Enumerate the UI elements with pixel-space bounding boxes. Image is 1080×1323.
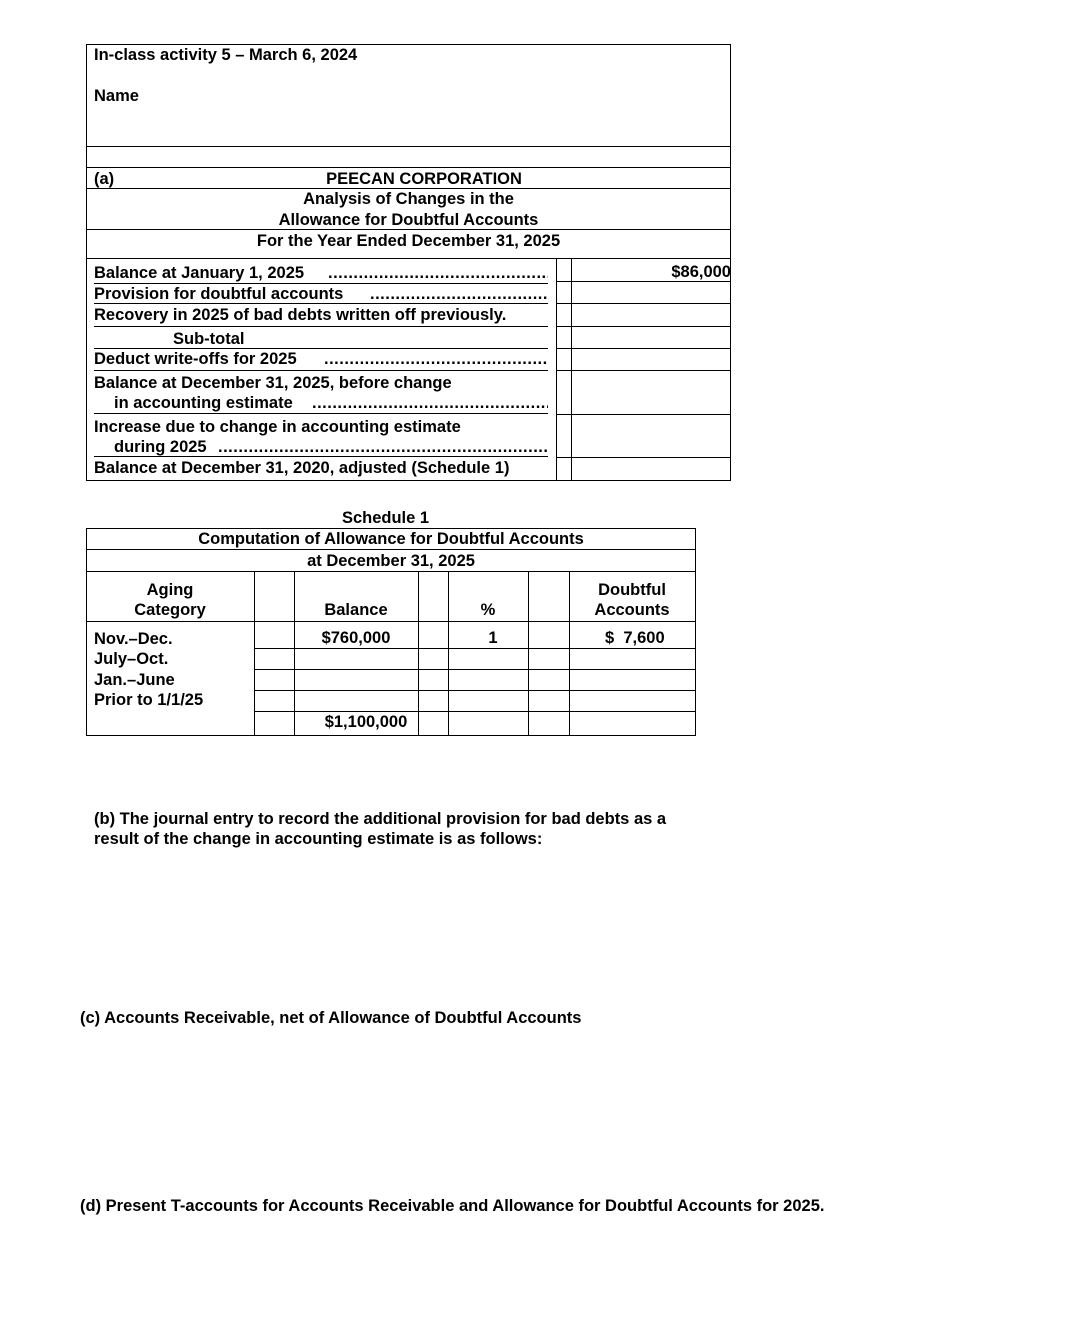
analysis-period: For the Year Ended December 31, 2025: [256, 232, 561, 250]
row-balance-adjusted-label: Balance at December 31, 2020, adjusted (Schedule 1): [94, 459, 510, 477]
row-subtotal-label: Sub-total: [173, 330, 245, 348]
leader-dots: [218, 437, 548, 457]
aging-category-nov-dec: Nov.–Dec.: [94, 630, 173, 648]
part-a-label: (a): [94, 170, 115, 188]
analysis-title-line1: Analysis of Changes in the: [303, 190, 514, 208]
name-label: Name: [94, 87, 139, 105]
row-recovery-label: Recovery in 2025 of bad debts written off previously.: [94, 306, 507, 324]
part-b-line2: result of the change in accounting estimate is as follows:: [94, 830, 543, 848]
row-writeoffs-label: Deduct write-offs for 2025: [94, 350, 297, 368]
leader-dots: [312, 393, 548, 413]
row-balance-before-change-label-cont: in accounting estimate: [114, 394, 293, 412]
row-increase-label: Increase due to change in accounting estimate: [94, 418, 461, 436]
row-balance-before-change-label: Balance at December 31, 2025, before change: [94, 374, 452, 392]
schedule-subtitle2: at December 31, 2025: [307, 552, 475, 570]
balance-nov-dec: $760,000: [321, 629, 391, 647]
row-balance-jan1-label: Balance at January 1, 2025: [94, 264, 305, 282]
row-provision-label: Provision for doubtful accounts: [94, 285, 344, 303]
leader-dots: [370, 284, 548, 304]
aging-category-prior: Prior to 1/1/25: [94, 691, 204, 709]
balance-total: $1,100,000: [324, 713, 408, 731]
row-increase-label-cont: during 2025: [114, 438, 207, 456]
header-doubtful-line2: Accounts: [594, 601, 670, 619]
leader-dots: [328, 263, 548, 283]
part-d-heading: (d) Present T-accounts for Accounts Receivable and Allowance for Doubtful Accounts for 2025.: [80, 1197, 825, 1215]
aging-category-july-oct: July–Oct.: [94, 650, 169, 668]
header-percent: %: [480, 601, 496, 619]
doubtful-nov-dec: $ 7,600: [605, 629, 665, 647]
analysis-title-line2: Allowance for Doubtful Accounts: [278, 211, 539, 229]
row-balance-jan1-amount: $86,000: [671, 263, 731, 281]
header-doubtful-line1: Doubtful: [598, 581, 666, 599]
schedule-subtitle1: Computation of Allowance for Doubtful Accounts: [198, 530, 584, 548]
part-b-line1: (b) The journal entry to record the additional provision for bad debts as a: [94, 810, 667, 828]
percent-nov-dec: 1: [488, 629, 498, 647]
leader-dots: [324, 349, 548, 369]
header-balance: Balance: [324, 601, 388, 619]
part-c-heading: (c) Accounts Receivable, net of Allowance of Doubtful Accounts: [80, 1009, 582, 1027]
header-aging-line2: Category: [134, 601, 206, 619]
activity-title: In-class activity 5 – March 6, 2024: [94, 46, 358, 64]
aging-category-jan-june: Jan.–June: [94, 671, 175, 689]
header-aging-line1: Aging: [146, 581, 194, 599]
schedule-title: Schedule 1: [341, 509, 430, 527]
company-name: PEECAN CORPORATION: [326, 170, 522, 188]
